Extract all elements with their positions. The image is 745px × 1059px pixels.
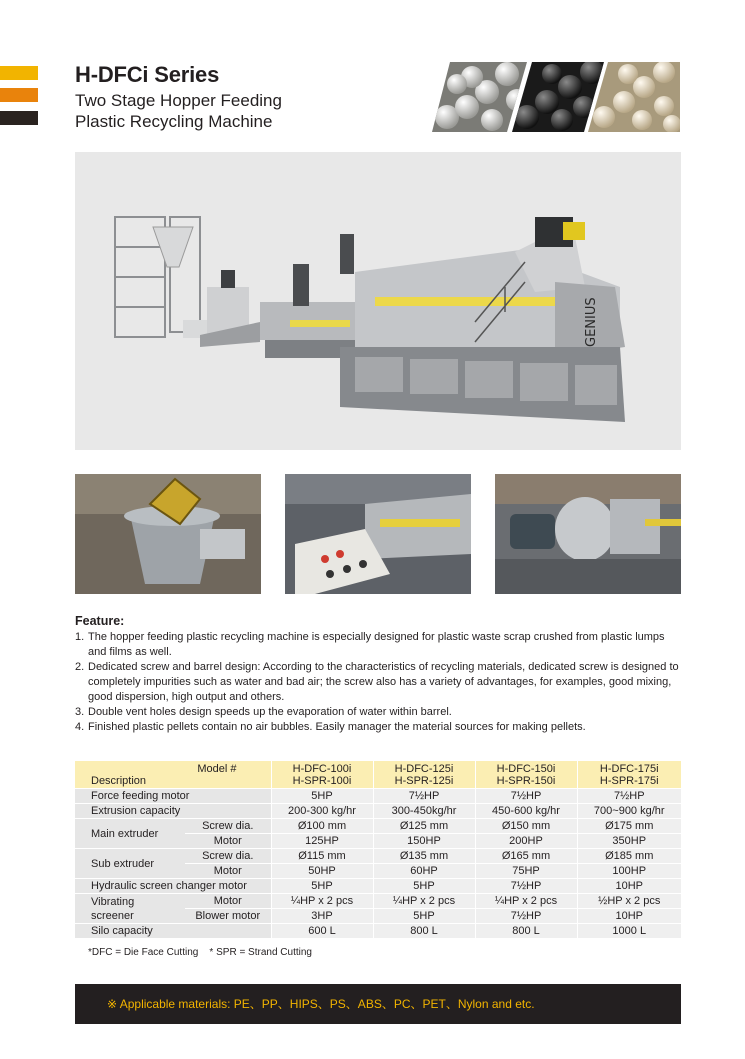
subtitle-line-1: Two Stage Hopper Feeding <box>75 91 282 110</box>
row-label-line: Vibrating <box>91 895 135 908</box>
table-row <box>75 789 681 804</box>
feature-heading: Feature: <box>75 614 125 628</box>
model-label: Model # <box>197 763 237 775</box>
feature-list <box>75 630 685 735</box>
row-label: Main extruder <box>75 819 185 849</box>
table-cell: Ø100 mm <box>271 819 373 834</box>
table-cell: 1000 L <box>577 924 681 939</box>
table-cell: 350HP <box>577 834 681 849</box>
table-cell: 600 L <box>271 924 373 939</box>
table-cell: Ø150 mm <box>475 819 577 834</box>
table-cell: 200-300 kg/hr <box>271 804 373 819</box>
table-cell: 75HP <box>475 864 577 879</box>
description-label: Description <box>91 775 147 787</box>
table-cell: 7½HP <box>373 789 475 804</box>
feature-item <box>75 630 685 660</box>
applicable-materials-banner: ※ Applicable materials: PE、PP、HIPS、PS、ABS、PC、PET、Nylon and etc. <box>75 984 681 1024</box>
table-cell: ½HP x 2 pcs <box>577 894 681 909</box>
table-cell: 200HP <box>475 834 577 849</box>
page-subtitle <box>75 90 282 132</box>
table-cell: 7½HP <box>475 789 577 804</box>
model-spr: H-SPR-100i <box>292 774 352 787</box>
table-row <box>75 924 681 939</box>
page-title: H-DFCi Series <box>75 62 220 87</box>
model-spr: H-SPR-175i <box>599 774 659 787</box>
table-cell: 125HP <box>271 834 373 849</box>
hopper-photo <box>75 474 261 594</box>
table-row <box>75 804 681 819</box>
table-cell: ¼HP x 2 pcs <box>373 894 475 909</box>
table-row <box>75 819 681 834</box>
table-cell: 800 L <box>475 924 577 939</box>
table-cell: 450-600 kg/hr <box>475 804 577 819</box>
model-spr: H-SPR-150i <box>496 774 556 787</box>
table-cell: 10HP <box>577 909 681 924</box>
table-cell: 7½HP <box>475 879 577 894</box>
table-cell: ¼HP x 2 pcs <box>475 894 577 909</box>
model-dfc: H-DFC-150i <box>496 762 556 775</box>
row-label: Force feeding motor <box>75 789 271 804</box>
feature-text: The hopper feeding plastic recycling machine is especially designed for plastic waste scrap crushed from plastic lumps and films as well. <box>88 631 665 658</box>
table-row <box>75 849 681 864</box>
feature-text: Dedicated screw and barrel design: According to the characteristics of recycling materials, dedicated screw is designed to completely impurities such as water and bad air; the screw also has a variety of advantages, for examples, good mixing, good dispersion, high output and others. <box>88 661 679 703</box>
subtitle-line-2: Plastic Recycling Machine <box>75 112 273 131</box>
table-cell: 150HP <box>373 834 475 849</box>
table-cell: 700~900 kg/hr <box>577 804 681 819</box>
table-cell: 5HP <box>271 789 373 804</box>
control-panel-photo <box>285 474 471 594</box>
row-sublabel: Motor <box>185 834 271 849</box>
feature-text: Double vent holes design speeds up the evaporation of water within barrel. <box>88 706 452 718</box>
recycling-machine-illustration <box>75 152 681 450</box>
row-sublabel: Motor <box>185 894 271 909</box>
table-cell: ¼HP x 2 pcs <box>271 894 373 909</box>
model-dfc: H-DFC-175i <box>599 762 659 775</box>
table-cell: 10HP <box>577 879 681 894</box>
specification-table <box>75 761 681 939</box>
table-cell: Ø175 mm <box>577 819 681 834</box>
table-cell: Ø125 mm <box>373 819 475 834</box>
row-label: Extrusion capacity <box>75 804 271 819</box>
feature-text: Finished plastic pellets contain no air bubbles. Easily manager the material sources for making pellets. <box>88 721 586 733</box>
row-sublabel: Motor <box>185 864 271 879</box>
table-cell: 300-450kg/hr <box>373 804 475 819</box>
table-cell: 7½HP <box>475 909 577 924</box>
table-cell: 5HP <box>373 879 475 894</box>
model-header <box>577 761 681 789</box>
row-label: Silo capacity <box>75 924 271 939</box>
model-header <box>475 761 577 789</box>
feature-number: 4. <box>75 721 85 733</box>
model-dfc: H-DFC-125i <box>394 762 454 775</box>
feature-number: 1. <box>75 631 85 643</box>
feature-number: 2. <box>75 661 85 673</box>
feature-number: 3. <box>75 706 85 718</box>
table-row <box>75 879 681 894</box>
table-cell: 800 L <box>373 924 475 939</box>
table-cell: 5HP <box>271 879 373 894</box>
pellets-image <box>432 62 680 132</box>
table-cell: 100HP <box>577 864 681 879</box>
feature-item <box>75 660 685 705</box>
table-header-row <box>75 761 681 789</box>
model-header <box>373 761 475 789</box>
table-cell: Ø185 mm <box>577 849 681 864</box>
row-sublabel: Screw dia. <box>185 849 271 864</box>
machine-hero-image <box>75 152 681 450</box>
row-label <box>75 894 185 924</box>
table-cell: 7½HP <box>577 789 681 804</box>
feature-item <box>75 720 685 735</box>
machine-brand-label: GENIUS <box>584 297 599 347</box>
model-header <box>271 761 373 789</box>
table-cell: Ø135 mm <box>373 849 475 864</box>
table-cell: 60HP <box>373 864 475 879</box>
row-sublabel: Screw dia. <box>185 819 271 834</box>
row-label: Hydraulic screen changer motor <box>75 879 271 894</box>
table-cell: 50HP <box>271 864 373 879</box>
table-row <box>75 894 681 909</box>
model-dfc: H-DFC-100i <box>292 762 352 775</box>
table-cell: Ø165 mm <box>475 849 577 864</box>
model-spr: H-SPR-125i <box>394 774 454 787</box>
accent-bar-orange <box>0 88 38 102</box>
table-cell: Ø115 mm <box>271 849 373 864</box>
accent-bar-yellow <box>0 66 38 80</box>
table-cell: 5HP <box>373 909 475 924</box>
footnote: *DFC = Die Face Cutting * SPR = Strand Cutting <box>88 947 312 958</box>
row-sublabel: Blower motor <box>185 909 271 924</box>
table-cell: 3HP <box>271 909 373 924</box>
pelletizer-photo <box>495 474 681 594</box>
row-label: Sub extruder <box>75 849 185 879</box>
accent-bar-dark <box>0 111 38 125</box>
feature-item <box>75 705 685 720</box>
header-description-cell <box>75 761 271 789</box>
row-label-line: screener <box>91 909 134 922</box>
